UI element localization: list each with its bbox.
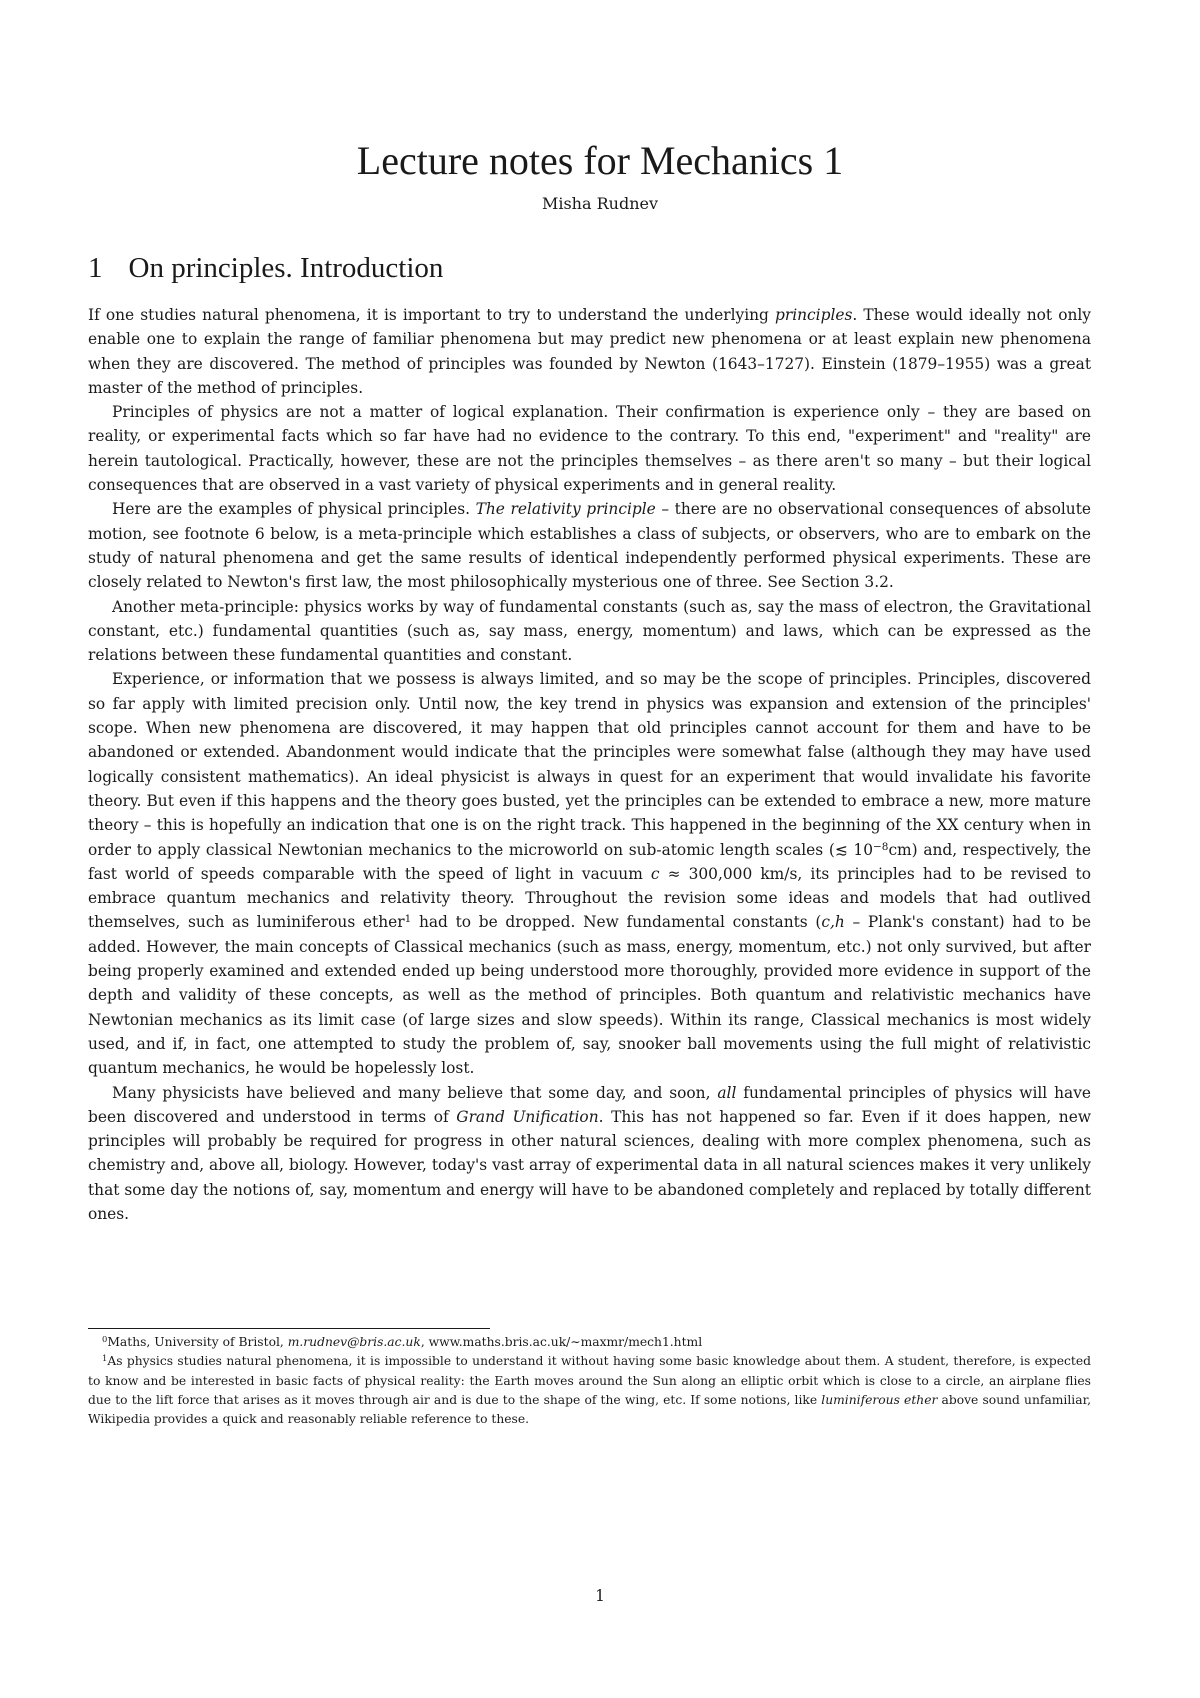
footnote-ref[interactable]: 1 (404, 913, 412, 926)
section-title: On principles. Introduction (128, 252, 444, 284)
emphasis: Grand Unification (456, 1107, 599, 1126)
section-heading (88, 251, 443, 285)
emphasis: all (717, 1083, 737, 1102)
math-symbol: c,h (821, 913, 845, 932)
text-run: Maths, University of Bristol, (107, 1335, 288, 1349)
math-scale: ≲ 10 (834, 840, 873, 859)
footnotes (88, 1333, 1091, 1429)
paragraph: Principles of physics are not a matter of logical explanation. Their confirmation is experience only – they are based on reality, or experimental facts which so far have had no evidence to the contrary. To this end, "experiment" and "reality" are herein tautological. Practically, however, these are not the principles themselves – as there aren't so many – but their logical consequences that are observed in a vast variety of physical experiments and in general reality. (88, 403, 1091, 495)
math-speed: ≈ 300,000 km/s (659, 864, 798, 883)
emphasis: luminiferous ether (821, 1392, 938, 1407)
page-number: 1 (595, 1587, 605, 1605)
emphasis: The relativity principle (475, 500, 656, 519)
text-run: , (420, 1335, 429, 1349)
text-run: Many physicists have believed and many believe that some day, and soon, (112, 1083, 718, 1102)
text-run: If one studies natural phenomena, it is important to try to understand the underlying (88, 306, 776, 324)
url-link[interactable]: www.maths.bris.ac.uk/∼maxmr/mech1.html (428, 1335, 703, 1349)
footnote-mark: 0 (102, 1333, 108, 1344)
text-run: above sound unfamiliar, Wikipedia provides a quick and reasonably reliable reference to these. (88, 1392, 1091, 1427)
text-run: . This has not happened so far. Even if it does happen, new principles will probably be required for progress in other natural sciences, dealing with more complex phenomena, such as chemistry and, above all, biology. However, today's vast array of experimental data in all natural sciences makes it very unlikely that some day the notions of, say, momentum and energy will have to be abandoned completely and replaced by totally different ones. (88, 1107, 1091, 1223)
body-text (88, 303, 1091, 1226)
paragraph (88, 667, 1091, 1080)
text-run: Here are the examples of physical principles. (112, 500, 476, 519)
math-symbol: c (650, 864, 660, 883)
text-run: . These would ideally not only enable one to explain the range of familiar phenomena but may predict new phenomena or at least explain new phenomena when they are discovered. The method of principles was founded by Newton (1643–1727). Einstein (1879–1955) was a great master of the method of principles. (88, 306, 1091, 397)
text-run: – there are no observational consequences of absolute motion, see footnote 6 below, is a meta-principle which establishes a class of subjects, or observers, who are to embark on the study of natural phenomena and get the same results of identical independently performed physical experiments. These are closely related to Newton's first law, the most philosophically mysterious one of three. See Section 3.2. (88, 500, 1091, 592)
paragraph: Another meta-principle: physics works by way of fundamental constants (such as, say the mass of electron, the Gravitational constant, etc.) fundamental quantities (such as, say mass, energy, momentum) and laws, which can be expressed as the relations between these fundamental quantities and constant. (88, 597, 1091, 665)
text-run: had to be dropped. New fundamental constants ( (411, 913, 822, 932)
author-name: Misha Rudnev (541, 194, 659, 213)
paragraph (88, 497, 1091, 594)
footnote (88, 1352, 1091, 1429)
text-run: Experience, or information that we possess is always limited, and so may be the scope of principles. Principles, discovered so far apply with limited precision only. Until now, the key trend in physics was expansion and extension of the principles' scope. When new phenomena are discovered, it may happen that old principles cannot account for them and have to be abandoned or extended. Abandonment would indicate that the principles were somewhat false (although they may have used logically consistent mathematics). An ideal physicist is always in quest for an experiment that would invalidate his favorite theory. But even if this happens and the theory goes busted, yet the principles can be extended to embrace a new, more mature theory – this is hopefully an indication that one is on the right track. This happened in the beginning of the XX century when in order to apply classical Newtonian mechanics to the microworld on sub-atomic length scales ( (88, 670, 1091, 859)
document-title: Lecture notes for Mechanics 1 (356, 138, 844, 183)
text-run: , its principles had to be revised to embrace quantum mechanics and relativity theory. Throughout the revision some ideas and models that had outlived themselves, such as luminiferous ether (88, 864, 1091, 932)
footnote-mark: 1 (102, 1353, 108, 1364)
text-run: As physics studies natural phenomena, it is impossible to understand it without having some basic knowledge about them. A student, therefore, is expected to know and be interested in basic facts of physical reality: the Earth moves around the Sun along an elliptic orbit which is close to a circle, an airplane flies due to the lift force that arises as it moves through air and is due to the shape of the wing, etc. If some notions, like (88, 1354, 1091, 1407)
text-run: fundamental principles of physics will have been discovered and understood in terms of (88, 1083, 1091, 1126)
text-run: – Plank's constant) had to be added. However, the main concepts of Classical mechanics (such as mass, energy, momentum, etc.) not only survived, but after being properly examined and extended ended up being understood more thoroughly, provided more evidence in support of the depth and validity of these concepts, as well as the method of principles. Both quantum and relativistic mechanics have Newtonian mechanics as its limit case (of large sizes and slow speeds). Within its range, Classical mechanics is most widely used, and if, in fact, one attempted to study the problem of, say, snooker ball movements using the full might of relativistic quantum mechanics, he would be hopelessly lost. (88, 913, 1091, 1078)
email-link[interactable] (288, 1335, 421, 1349)
footnote (88, 1333, 1091, 1352)
math-exponent: −8 (873, 840, 889, 853)
email-text: m.rudnev@bris.ac.uk (287, 1335, 421, 1349)
paragraph (88, 1081, 1091, 1227)
footnote-divider (88, 1328, 490, 1329)
paragraph (88, 303, 1091, 400)
emphasis: principles (775, 306, 853, 324)
section-number: 1 (88, 252, 103, 284)
text-run: ) and, respectively, the fast world of speeds comparable with the speed of light in vacuum (88, 840, 1092, 883)
math-unit: cm (888, 840, 912, 859)
